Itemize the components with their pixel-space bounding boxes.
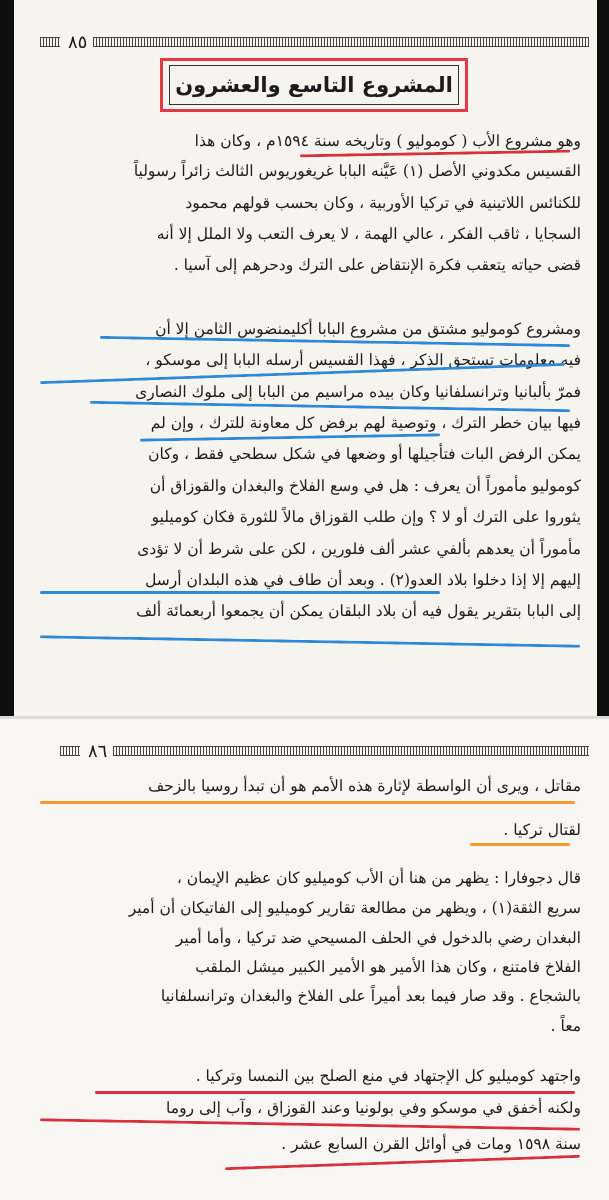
blue-underline <box>140 433 440 441</box>
orange-underline <box>40 801 575 804</box>
orange-underline <box>470 843 570 846</box>
header-rule <box>93 37 589 47</box>
scan-edge-right <box>597 0 609 716</box>
text-line: واجتهد كوميليو كل الإجتهاد في منع الصلح بين النمسا وتركيا . <box>195 1067 581 1085</box>
page-header <box>60 741 589 761</box>
blue-underline <box>40 635 580 647</box>
scan-edge-left <box>0 0 14 716</box>
text-line: قال دجوفارا : يظهر من هنا أن الأب كوميليو كان عظيم الإيمان ، <box>176 869 581 887</box>
text-line: معاً . <box>550 1017 581 1035</box>
text-line: يمكن الرفض البات فتأجيلها أو وضعها في شكل سطحي فقط ، وكان <box>148 445 581 463</box>
page-number: ٨٦ <box>88 740 108 762</box>
text-line: مأموراً أن يعدهم بألفي عشر ألف فلورين ، لكن على شرط أن لا تؤدى <box>137 540 581 558</box>
text-line: فمرّ بألبانيا وترانسلفانيا وكان بيده مراسيم من البابا إلى ملوك النصارى <box>135 383 581 401</box>
text-line: لقتال تركيا . <box>503 821 581 839</box>
text-line: إلى البابا بتقرير يقول فيه أن بلاد البلقان يمكن أن يجمعوا أربعمائة ألف <box>136 602 581 620</box>
title-highlight <box>160 58 468 112</box>
text-line: سنة ١٥٩٨ ومات في أوائل القرن السابع عشر . <box>281 1135 581 1153</box>
chapter-title: المشروع التاسع والعشرون <box>169 65 459 105</box>
text-line: كوموليو مأموراً أن يعرف : هل في وسع الفلاخ والبغدان والقوزاق أن <box>149 477 581 495</box>
red-underline <box>40 1118 580 1130</box>
text-line: ولكنه أخفق في موسكو وفي بولونيا وعند القوزاق ، وآب إلى روما <box>166 1099 581 1117</box>
header-rule-left <box>40 37 60 47</box>
text-line: البغدان رضي بالدخول في الحلف المسيحي ضد تركيا ، وأما أمير <box>175 929 581 947</box>
text-line: مقاتل ، ويرى أن الواسطة لإثارة هذه الأمم هو أن تبدأ روسيا بالزحف <box>148 777 581 795</box>
red-underline <box>225 1155 580 1170</box>
text-line: للكنائس اللاتينية في تركيا الأوربية ، وكان بحسب قولهم محمود <box>185 194 581 212</box>
text-line: فيه معلومات تستحق الذكر ، فهذا القسيس أرسله البابا إلى موسكو ، <box>145 351 581 369</box>
header-rule-left <box>60 746 80 756</box>
page-header <box>40 32 589 52</box>
text-line: قضى حياته يتعقب فكرة الإنتقاض على الترك ودحرهم إلى آسيا . <box>173 256 581 274</box>
blue-underline <box>40 591 440 594</box>
text-line: إليهم إلا إذا دخلوا بلاد العدو(٢) . وبعد أن طاف في هذه البلدان أرسل <box>145 571 581 589</box>
text-line: القسيس مكدوني الأصل (١) عَيَّنه البابا غريغوريوس الثالث زائراً رسولياً <box>133 162 581 180</box>
text-line: بالشجاع . وقد صار فيما بعد أميراً على الفلاخ والبغدان وترانسلفانيا <box>160 987 581 1005</box>
text-line: الفلاخ فامتنع ، وكان هذا الأمير هو الأمير الكبير ميشل الملقب <box>195 958 581 976</box>
red-underline <box>95 1091 575 1094</box>
text-line: ومشروع كوموليو مشتق من مشروع البابا أكليمنضوس الثامن إلا أن <box>155 320 581 338</box>
header-rule <box>113 746 589 756</box>
page-number: ٨٥ <box>68 31 88 53</box>
page-86 <box>0 719 609 1200</box>
text-line: يثوروا على الترك أو لا ؟ وإن طلب القوزاق مالاً للثورة فكان كوميليو <box>151 508 581 526</box>
text-line: السجايا ، ثاقب الفكر ، عالي الهمة ، لا يعرف التعب ولا الملل إلا أنه <box>156 225 581 243</box>
text-line: سريع الثقة(١) ، ويظهر من مطالعة تقارير كوميليو إلى الفاتيكان أن أمير <box>128 899 581 917</box>
text-line: وهو مشروع الأب ( كوموليو ) وتاريخه سنة ١٥٩٤م ، وكان هذا <box>194 132 581 150</box>
text-line: فيها بيان خطر الترك ، وتوصية لهم برفض كل معاونة للترك ، وإن لم <box>150 414 581 432</box>
